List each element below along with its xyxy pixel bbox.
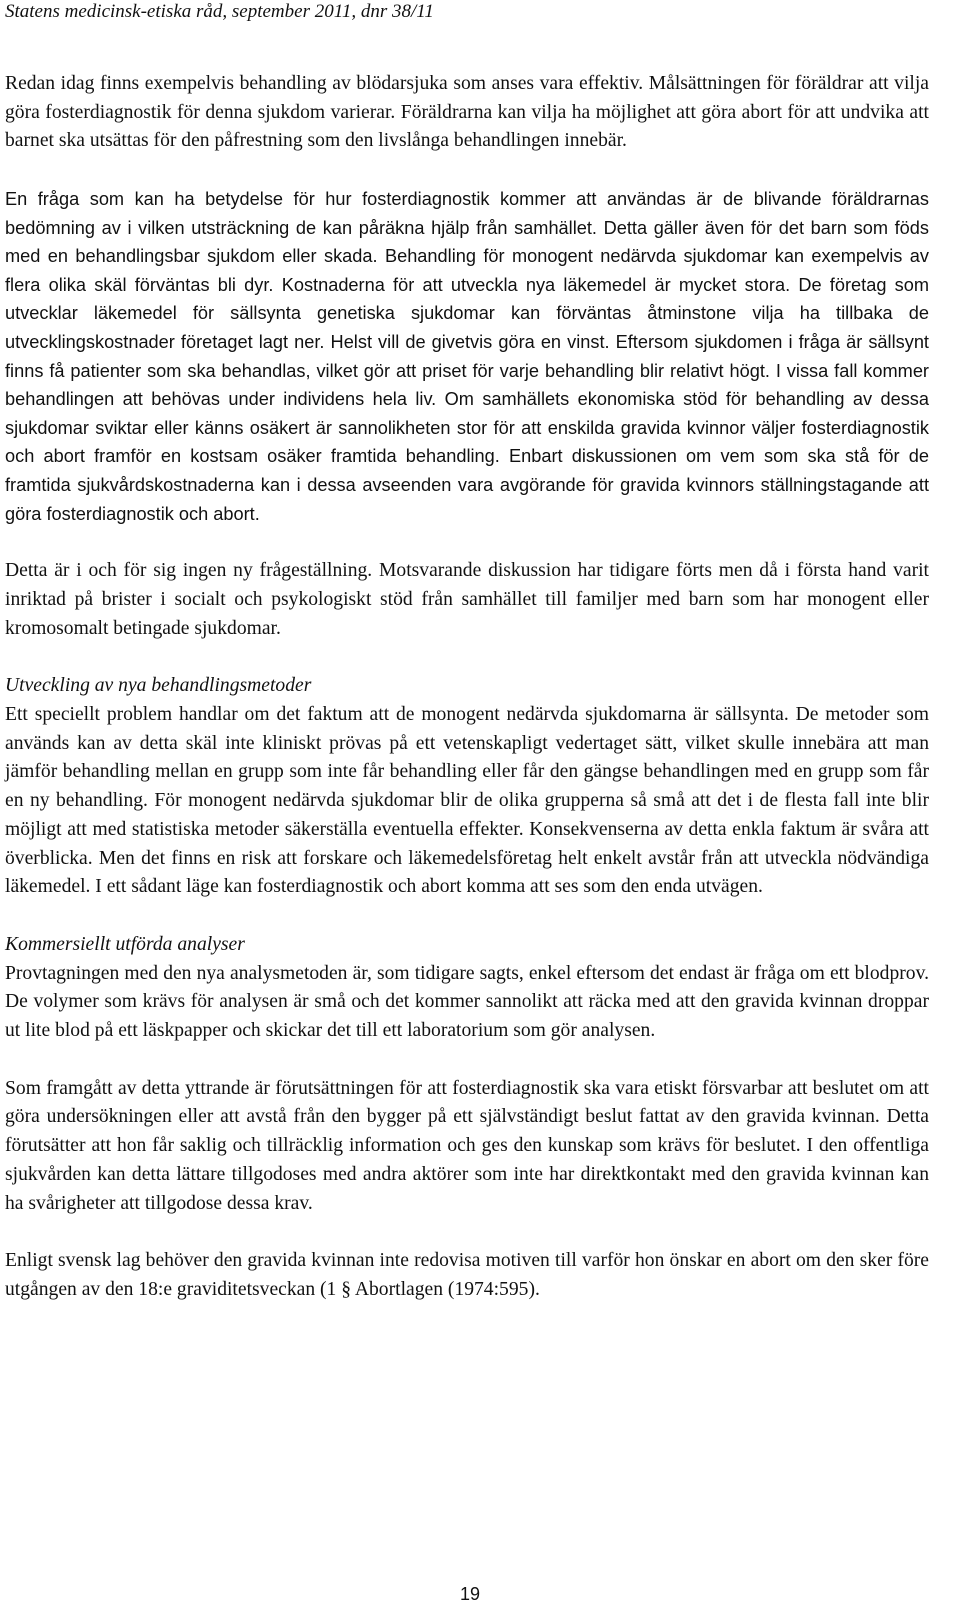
paragraph-parental-assessment: En fråga som kan ha betydelse för hur fosterdiagnostik kommer att användas är de blivande föräldrarnas bedömning av i vilken utsträckning de kan påräkna hjälp från samhället. Detta gäller även för det barn som föds med en behandlingsbar sjukdom eller skada. Behandling för monogent nedärvda sjukdomar kan exempelvis av flera olika skäl förväntas bli dyr. Kostnaderna för att utveckla nya läkemedel är mycket stora. De företag som utvecklar läkemedel för sällsynta genetiska sjukdomar kan förväntas åtminstone vilja ha tillbaka de utvecklingskostnader företaget lagt ner. Helst vill de givetvis göra en vinst. Eftersom sjukdomen i fråga är sällsynt finns få patienter som ska behandlas, vilket gör att priset för varje behandling blir relativt högt. I vissa fall kommer behandlingen att behövas under individens hela liv. Om samhällets ekonomiska stöd för behandling av dessa sjukdomar sviktar eller känns osäkert är sannolikheten stor för att enskilda gravida kvinnor väljer fosterdiagnostik och abort framför en kostsam osäker framtida behandling. Enbart diskussionen om vem som ska stå för de framtida sjukvårdskostnaderna kan i dessa avseenden vara avgörande för gravida kvinnors ställningstagande att göra fosterdiagnostik och abort. xyxy=(5,189,929,524)
page-number: 19 xyxy=(459,1584,481,1604)
paragraph-autonomous-decision: Som framgått av detta yttrande är förutsättningen för att fosterdiagnostik ska vara etiskt försvarbar att beslutet om att göra undersökningen eller att avstå från den bygger på ett självständigt beslut fattat av den gravida kvinnan. Detta förutsätter att hon får saklig och tillräcklig information och ges den kunskap som krävs för beslutet. I den offentliga sjukvården kan detta lättare tillgodoses med andra aktörer som inte har direktkontakt med den gravida kvinnan kan ha svårigheter att tillgodose dessa krav. xyxy=(5,1077,929,1214)
paragraph-swedish-law: Enligt svensk lag behöver den gravida kvinnan inte redovisa motiven till varför hon önskar en abort om den sker före utgången av den 18:e graviditetsveckan (1 § Abortlagen (1974:595). xyxy=(5,1250,929,1300)
paragraph-not-new-question: Detta är i och för sig ingen ny frågeställning. Motsvarande diskussion har tidigare förts men då i första hand varit inriktad på brister i socialt och psykologiskt stöd från samhället till familjer med barn som har monogent eller kromosomalt betingade sjukdomar. xyxy=(5,560,929,639)
section-new-treatments xyxy=(5,672,929,902)
document-body xyxy=(5,70,929,1305)
section-commercial-analyses xyxy=(5,931,929,1046)
section-text: Ett speciellt problem handlar om det faktum att de monogent nedärvda sjukdomarna är sällsynta. De metoder som används kan av detta skäl inte kliniskt prövas på ett vetenskapligt vedertaget sätt, vilket skulle innebära att man jämför behandling mellan en grupp som inte får behandling eller får den gängse behandlingen med en grupp som får en ny behandling. För monogent nedärvda sjukdomar blir de olika grupperna så små att det i de flesta fall inte blir möjligt att med statistiska metoder säkerställa eventuella effekter. Konsekvenserna av detta enkla faktum är svåra att överblicka. Men det finns en risk att forskare och läkemedelsföretag helt enkelt avstår från att utveckla nödvändiga läkemedel. I ett sådant läge kan fosterdiagnostik och abort komma att ses som den enda utvägen. xyxy=(5,704,929,898)
section-heading: Utveckling av nya behandlingsmetoder xyxy=(5,675,312,697)
paragraph-hemophilia: Redan idag finns exempelvis behandling av blödarsjuka som anses vara effektiv. Målsättningen för föräldrar att vilja göra fosterdiagnostik för denna sjukdom varierar. Föräldrarna kan vilja ha möjlighet att göra abort för att undvika att barnet ska utsättas för den påfrestning som den livslånga behandlingen innebär. xyxy=(5,73,929,152)
section-heading: Kommersiellt utförda analyser xyxy=(5,933,245,955)
running-header: Statens medicinsk-etiska råd, september 2011, dnr 38/11 xyxy=(5,1,434,22)
section-text: Provtagningen med den nya analysmetoden är, som tidigare sagts, enkel eftersom det endast är fråga om ett blodprov. De volymer som krävs för analysen är små och det kommer sannolikt att räcka med att den gravida kvinnan droppar ut lite blod på ett läskpapper och skickar det till ett laboratorium som gör analysen. xyxy=(5,962,929,1042)
